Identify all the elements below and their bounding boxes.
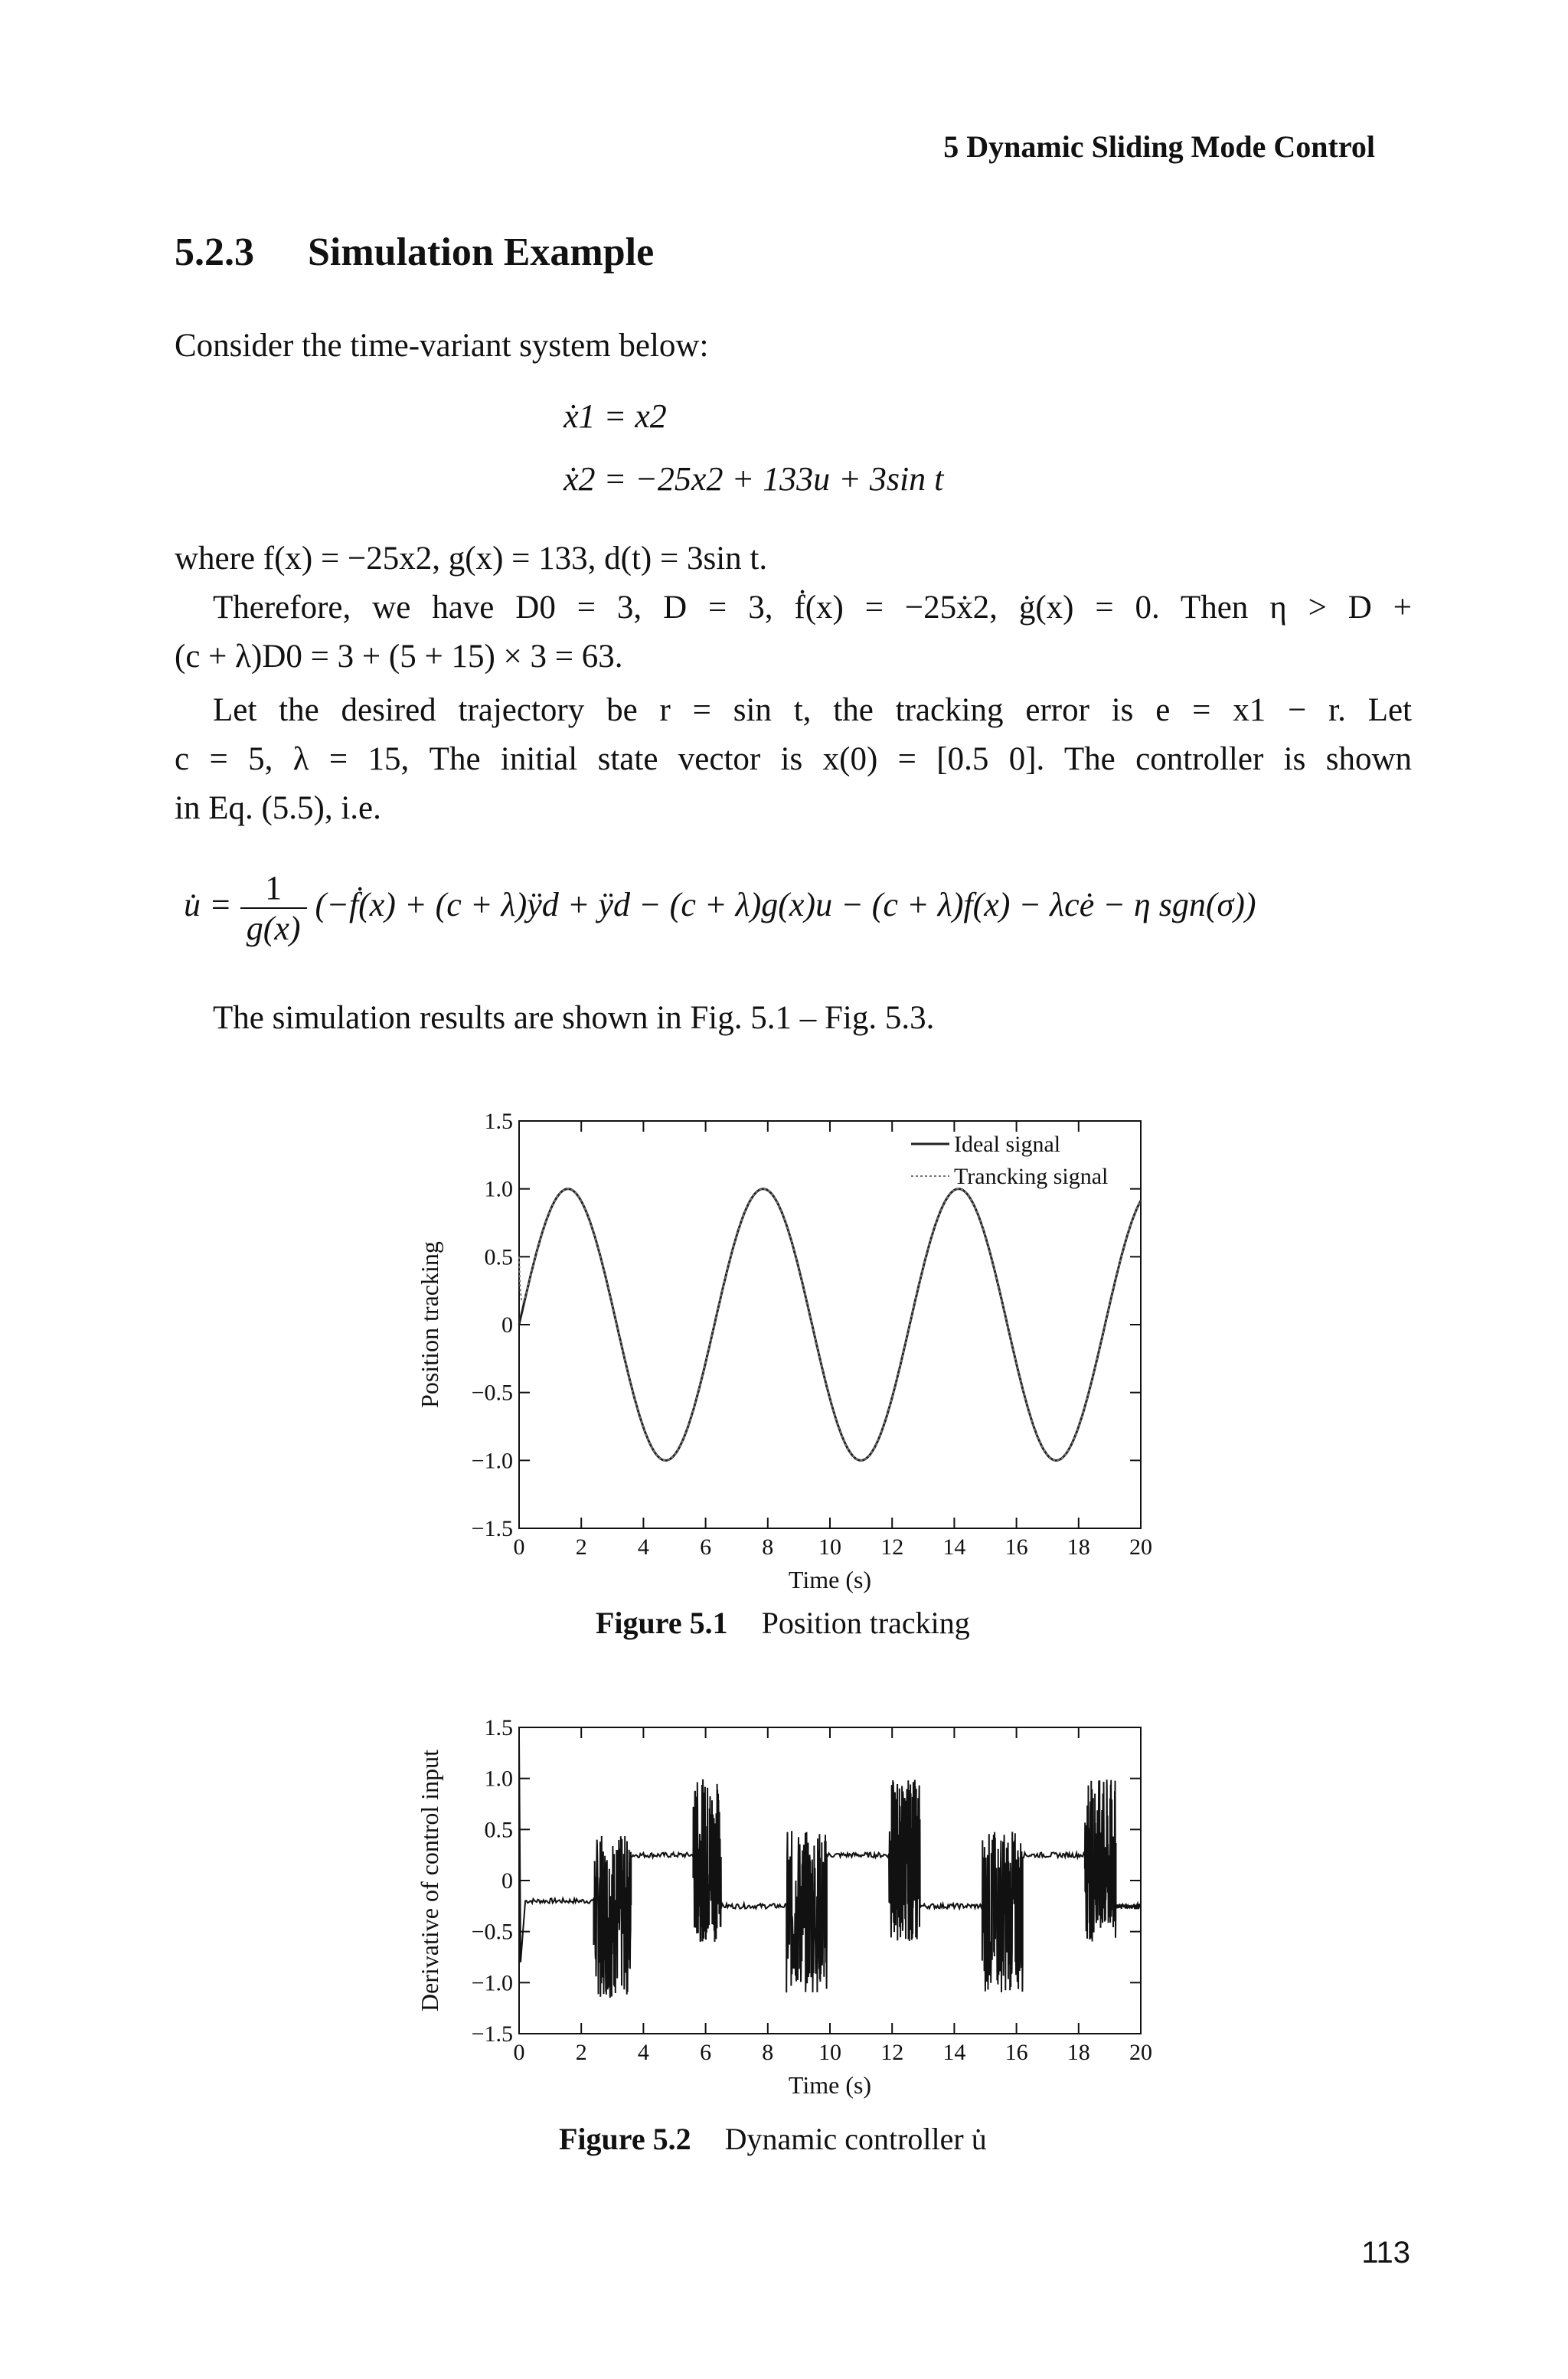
results-line: The simulation results are shown in Fig. 5.1 – Fig. 5.3. — [213, 1000, 935, 1036]
figure-5-1-caption — [596, 1605, 970, 1641]
fig1-ytick-label: −1.5 — [471, 1516, 513, 1541]
fig1-xtick-label: 18 — [1067, 1534, 1090, 1560]
fig1-legend-tracking: Trancking signal — [954, 1164, 1109, 1189]
fig1-ytick-label: 1.0 — [484, 1176, 513, 1202]
therefore-line-2: (c + λ)D0 = 3 + (5 + 15) × 3 = 63. — [175, 639, 623, 675]
fig2-xlabel: Time (s) — [788, 2071, 872, 2099]
controller-eq-rhs: (−ḟ(x) + (c + λ)ÿd + ÿd − (c + λ)g(x)u − (c + λ)f(x) − λcė − η sgn(σ)) — [315, 886, 1256, 924]
controller-eq-fraction — [240, 868, 307, 948]
fig2-xtick-label: 2 — [575, 2040, 587, 2065]
figure-5-2-chart — [413, 1707, 1164, 2113]
fig1-xtick-label: 12 — [880, 1534, 904, 1560]
fig2-xtick-label: 12 — [880, 2040, 904, 2065]
fig2-ylabel: Derivative of control input — [416, 1749, 443, 2012]
page-number: 113 — [1361, 2236, 1410, 2270]
trajectory-line-2: c = 5, λ = 15, The initial state vector is x(0) = [0.5 0]. The controller is shown — [175, 741, 1412, 777]
system-equation-1: ẋ1 = x2 — [564, 397, 667, 435]
fig1-legend-ideal: Ideal signal — [954, 1132, 1061, 1157]
fig2-ytick-label: −1.5 — [471, 2021, 513, 2047]
fig1-ylabel: Position tracking — [416, 1241, 443, 1408]
fig1-xlabel: Time (s) — [788, 1566, 872, 1593]
fig2-ytick-label: 0 — [501, 1868, 513, 1894]
fig2-ytick-label: −1.0 — [471, 1970, 513, 1996]
therefore-line-1: Therefore, we have D0 = 3, D = 3, ḟ(x) = −25ẋ2, ġ(x) = 0. Then η > D + — [213, 590, 1412, 626]
fig1-ytick-label: 0.5 — [484, 1244, 513, 1270]
controller-eq-denominator: g(x) — [246, 910, 301, 947]
trajectory-line-1: Let the desired trajectory be r = sin t, the tracking error is e = x1 − r. Let — [213, 692, 1412, 728]
fig2-xtick-label: 0 — [513, 2040, 525, 2065]
fig1-xtick-label: 0 — [513, 1534, 525, 1560]
fig1-ytick-label: −1.0 — [471, 1448, 513, 1474]
fig2-ytick-label: −0.5 — [471, 1919, 513, 1945]
fig2-xtick-label: 4 — [637, 2040, 649, 2065]
fig2-xtick-label: 16 — [1004, 2040, 1028, 2065]
fig2-xtick-label: 14 — [942, 2040, 966, 2065]
fig1-xtick-label: 14 — [942, 1534, 966, 1560]
where-line: where f(x) = −25x2, g(x) = 133, d(t) = 3sin t. — [175, 541, 768, 577]
fig2-ytick-label: 1.0 — [484, 1766, 513, 1792]
section-title — [175, 230, 654, 275]
intro-paragraph: Consider the time-variant system below: — [175, 328, 709, 364]
trajectory-line-3: in Eq. (5.5), i.e. — [175, 790, 381, 826]
fig1-xtick-label: 2 — [575, 1534, 587, 1560]
controller-equation — [184, 868, 1256, 948]
fig1-ytick-label: 1.5 — [484, 1110, 513, 1134]
fig1-xtick-label: 4 — [637, 1534, 649, 1560]
figure-5-1-text: Position tracking — [761, 1606, 970, 1640]
fig1-xtick-label: 10 — [818, 1534, 841, 1560]
fig1-ytick-label: −0.5 — [471, 1380, 513, 1406]
fig1-xtick-label: 8 — [762, 1534, 774, 1560]
fig2-xtick-label: 6 — [700, 2040, 712, 2065]
section-title-text: Simulation Example — [308, 230, 655, 274]
fig1-xtick-label: 16 — [1004, 1534, 1028, 1560]
fig1-series-tracking-signal — [519, 1189, 1141, 1461]
fig2-xtick-label: 18 — [1067, 2040, 1090, 2065]
system-equation-2: ẋ2 = −25x2 + 133u + 3sin t — [564, 460, 944, 498]
controller-eq-lhs: u̇ = — [184, 886, 232, 924]
figure-5-2-caption — [559, 2121, 987, 2157]
figure-5-2-text: Dynamic controller u̇ — [724, 2122, 987, 2156]
running-head: 5 Dynamic Sliding Mode Control — [943, 129, 1375, 164]
figure-5-2-label: Figure 5.2 — [559, 2122, 691, 2156]
fig1-xtick-label: 6 — [700, 1534, 712, 1560]
section-number: 5.2.3 — [175, 230, 254, 274]
fig2-ytick-label: 1.5 — [484, 1715, 513, 1740]
fig1-ytick-label: 0 — [501, 1312, 513, 1338]
figure-5-1-label: Figure 5.1 — [596, 1606, 728, 1640]
fig2-xtick-label: 10 — [818, 2040, 841, 2065]
fig1-series-ideal-signal — [519, 1189, 1141, 1461]
fig2-series-control-derivative — [519, 1737, 1141, 1998]
controller-eq-numerator: 1 — [240, 868, 307, 909]
fig2-xtick-label: 20 — [1129, 2040, 1152, 2065]
figure-5-1-chart — [413, 1110, 1164, 1600]
fig2-xtick-label: 8 — [762, 2040, 774, 2065]
fig1-xtick-label: 20 — [1129, 1534, 1152, 1560]
fig2-ytick-label: 0.5 — [484, 1817, 513, 1843]
